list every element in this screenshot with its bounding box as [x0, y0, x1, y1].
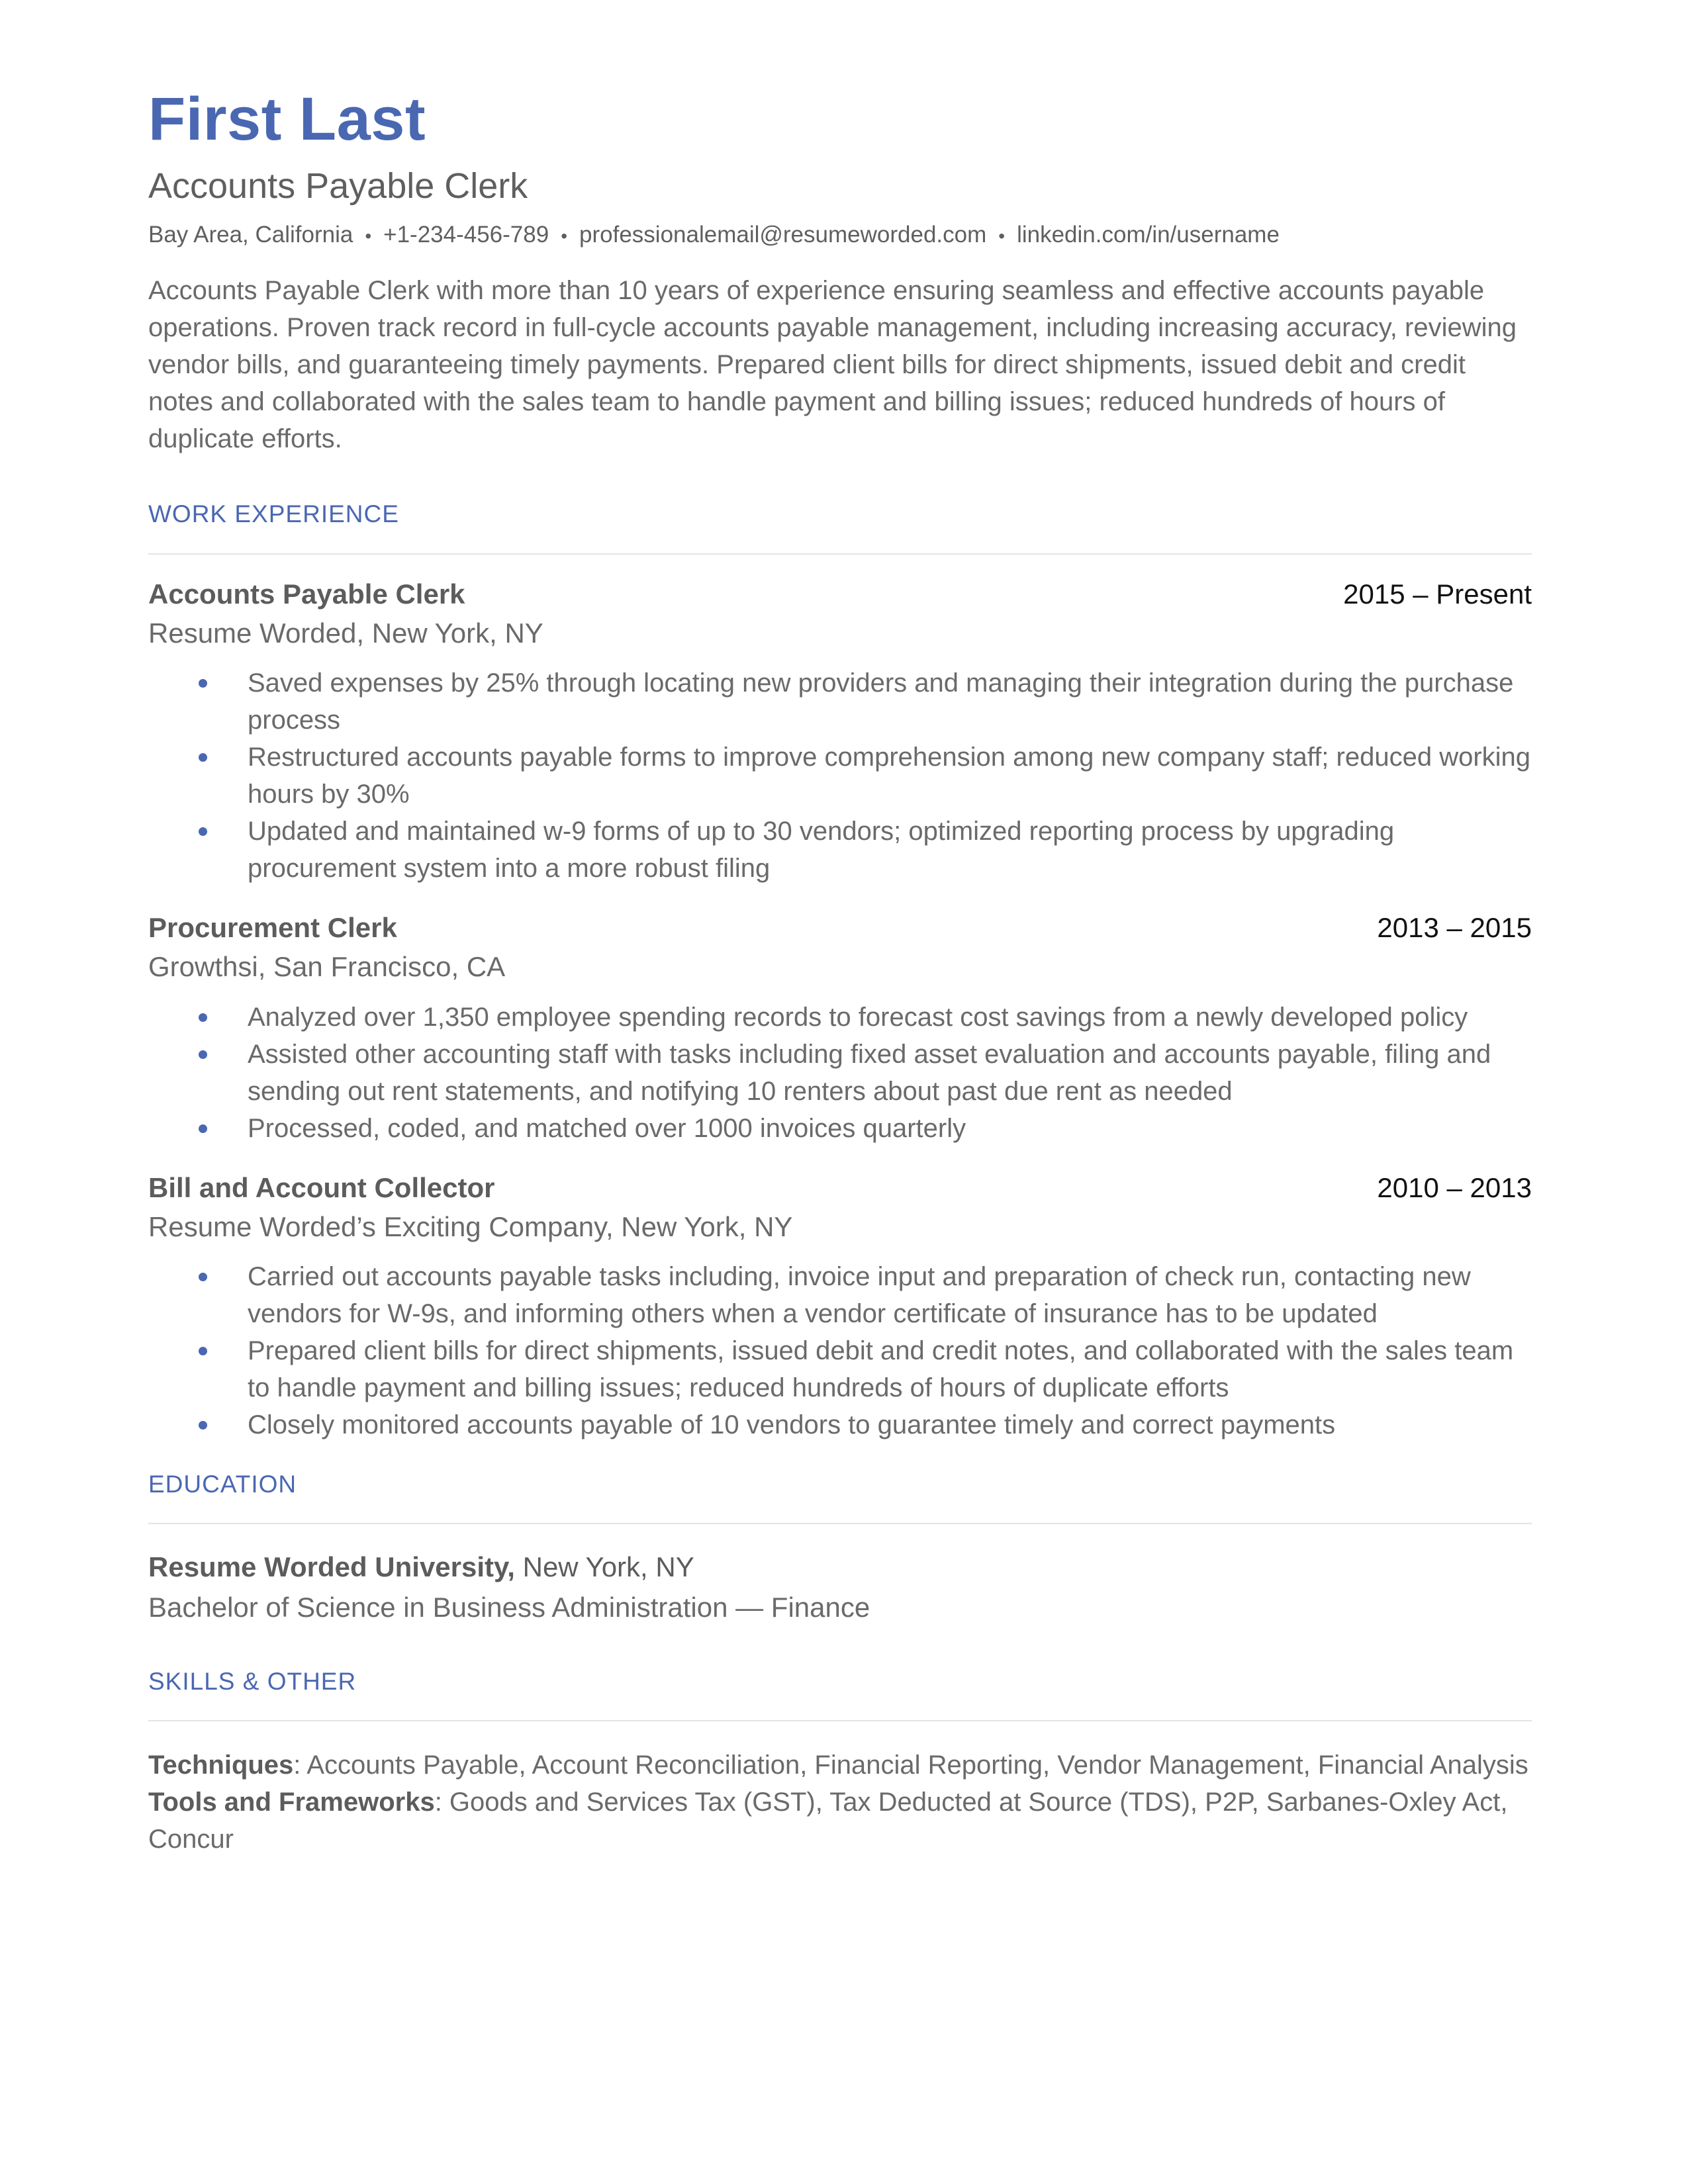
bullet-dot-icon — [199, 679, 207, 688]
job-bullets — [148, 1258, 1532, 1443]
job-bullet — [148, 1036, 1532, 1110]
bullet-dot-icon — [199, 1050, 207, 1059]
bullet-text: Restructured accounts payable forms to improve comprehension among new company staff; reduced working hours by 30% — [248, 743, 1531, 809]
job-bullet — [148, 664, 1532, 739]
job-bullet — [148, 739, 1532, 813]
job-company: Resume Worded, New York, NY — [148, 617, 543, 649]
job-bullet — [148, 1332, 1532, 1406]
contact-separator: • — [561, 225, 568, 246]
bullet-dot-icon — [199, 1124, 207, 1133]
section-divider — [148, 553, 1532, 555]
job-bullets — [148, 664, 1532, 887]
skills-tools-label: Tools and Frameworks — [148, 1788, 435, 1817]
education-heading: EDUCATION — [148, 1471, 297, 1498]
job-dates: 2010 – 2013 — [1377, 1171, 1532, 1203]
contact-separator: • — [365, 225, 372, 246]
bullet-text: Carried out accounts payable tasks including, invoice input and preparation of check run, contacting new vendors for W-9s, and informing others when a vendor certificate of insurance has to be updated — [248, 1262, 1471, 1329]
job-bullets — [148, 999, 1532, 1147]
job-company: Resume Worded’s Exciting Company, New York, NY — [148, 1210, 793, 1242]
candidate-role: Accounts Payable Clerk — [148, 166, 528, 206]
section-divider — [148, 1720, 1532, 1721]
skills-techniques — [148, 1747, 1532, 1784]
contact-linkedin: linkedin.com/in/username — [1017, 221, 1280, 248]
job-entry — [148, 1172, 1532, 1443]
job-dates: 2015 – Present — [1343, 578, 1532, 610]
contact-location: Bay Area, California — [148, 221, 353, 248]
contact-separator: • — [998, 225, 1006, 246]
work-experience-heading: WORK EXPERIENCE — [148, 500, 399, 528]
bullet-text: Analyzed over 1,350 employee spending records to forecast cost savings from a newly developed policy — [248, 1002, 1468, 1032]
skills-block — [148, 1747, 1532, 1858]
bullet-text: Prepared client bills for direct shipments, issued debit and credit notes, and collaborated with the sales team to handle payment and billing issues; reduced hundreds of hours of duplicate efforts — [248, 1336, 1514, 1403]
bullet-dot-icon — [199, 1347, 207, 1355]
job-bullet — [148, 1258, 1532, 1332]
skills-heading: SKILLS & OTHER — [148, 1667, 357, 1695]
summary-paragraph: Accounts Payable Clerk with more than 10 years of experience ensuring seamless and effective accounts payable operations. Proven track record in full-cycle accounts payable management, including increasing accuracy, reviewing vendor bills, and guaranteeing timely payments. Prepared client bills for direct shipments, issued debit and credit notes and collaborated with the sales team to handle payment and billing issues; reduced hundreds of hours of duplicate efforts. — [148, 276, 1517, 454]
bullet-text: Assisted other accounting staff with tasks including fixed asset evaluation and accounts payable, filing and sending out rent statements, and notifying 10 renters about past due rent as needed — [248, 1039, 1491, 1106]
bullet-text: Processed, coded, and matched over 1000 invoices quarterly — [248, 1113, 966, 1143]
education-school: Resume Worded University, — [148, 1551, 515, 1583]
skills-tools — [148, 1784, 1532, 1858]
job-bullet — [148, 1110, 1532, 1147]
skills-techniques-value: : Accounts Payable, Account Reconciliation, Financial Reporting, Vendor Management, Financial Analysis — [293, 1751, 1528, 1780]
skills-tools-value: : Goods and Services Tax (GST), Tax Deducted at Source (TDS), P2P, Sarbanes-Oxley Act, Concur — [148, 1788, 1508, 1854]
section-divider — [148, 1523, 1532, 1524]
bullet-dot-icon — [199, 827, 207, 836]
resume-page — [148, 86, 1532, 1858]
bullet-dot-icon — [199, 1013, 207, 1022]
job-bullet — [148, 999, 1532, 1036]
job-bullet — [148, 1406, 1532, 1443]
job-title: Procurement Clerk — [148, 912, 397, 944]
job-bullet — [148, 813, 1532, 887]
bullet-text: Updated and maintained w-9 forms of up to 30 vendors; optimized reporting process by upgrading procurement system into a more robust filing — [248, 817, 1395, 884]
job-entry — [148, 578, 1532, 887]
job-dates: 2013 – 2015 — [1377, 912, 1532, 944]
bullet-dot-icon — [199, 1273, 207, 1281]
bullet-text: Saved expenses by 25% through locating new providers and managing their integration during the purchase process — [248, 668, 1514, 735]
bullet-dot-icon — [199, 753, 207, 762]
education-location: New York, NY — [514, 1551, 694, 1583]
education-degree: Bachelor of Science in Business Administration — Finance — [148, 1592, 870, 1623]
education-entry — [148, 1549, 1532, 1625]
bullet-text: Closely monitored accounts payable of 10 vendors to guarantee timely and correct payments — [248, 1410, 1336, 1440]
job-entry — [148, 912, 1532, 1146]
skills-techniques-label: Techniques — [148, 1751, 294, 1780]
job-company: Growthsi, San Francisco, CA — [148, 951, 506, 983]
contact-line — [148, 220, 1532, 250]
candidate-name: First Last — [148, 85, 426, 153]
job-title: Bill and Account Collector — [148, 1171, 495, 1203]
job-title: Accounts Payable Clerk — [148, 578, 465, 610]
bullet-dot-icon — [199, 1421, 207, 1430]
contact-email: professionalemail@resumeworded.com — [579, 221, 987, 248]
contact-phone: +1-234-456-789 — [383, 221, 549, 248]
